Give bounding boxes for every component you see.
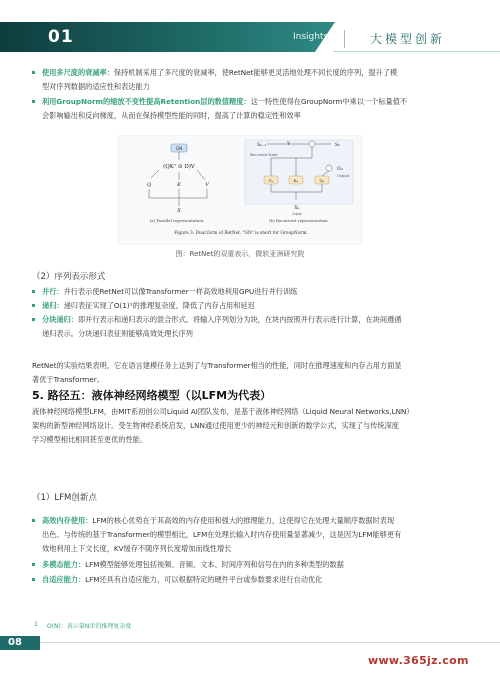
kn-label: Kₙ bbox=[293, 178, 299, 183]
footnote-text: O(N)：表示第N步的推理复杂度 bbox=[47, 623, 132, 630]
gn-label: GN bbox=[175, 147, 183, 152]
subsection-heading: （2）序列表示形式 bbox=[32, 272, 106, 282]
mult-node bbox=[326, 165, 332, 171]
retnet-figure bbox=[118, 135, 362, 245]
header-divider bbox=[344, 30, 345, 48]
page-number: 08 bbox=[8, 637, 22, 648]
bullet-text-cont: 效地利用上下文长度，KV缓存不随序列长度增加而线性增长 bbox=[42, 544, 232, 553]
bullet-highlight: 利用GroupNorm的缩放不变性提高Retention层的数值精度： bbox=[42, 97, 251, 106]
bullet-text: 递归表征实现了O(1)¹的推理复杂度，降低了内存占用和延迟 bbox=[63, 301, 255, 310]
bullet-highlight: 高效内存使用： bbox=[42, 516, 93, 525]
bullet-body bbox=[42, 514, 474, 556]
bullet-highlight: 分块递归： bbox=[42, 315, 78, 324]
bullet-body bbox=[42, 558, 474, 572]
bullet-body bbox=[42, 299, 474, 313]
arrow bbox=[197, 170, 205, 180]
recurrent-box bbox=[245, 140, 353, 204]
retnet-diagram bbox=[119, 136, 363, 246]
xn-label: Xₙ bbox=[294, 206, 300, 211]
page-header bbox=[0, 0, 500, 58]
header-rule bbox=[333, 51, 500, 52]
watermark: www.365jz.com bbox=[368, 654, 469, 667]
bullet-text: 即并行表示和递归表示的混合形式，将输入序列划分为块，在块内按照并行表示进行计算，在块间遵循 bbox=[77, 315, 402, 324]
bullet-icon bbox=[32, 100, 35, 103]
bullet-icon bbox=[32, 578, 35, 581]
bullet-body bbox=[42, 285, 474, 299]
formula: (QKᵀ ⊙ D)V bbox=[163, 164, 195, 170]
bullet-text: 保持机制采用了多尺度的衰减率，使RetNet能够更灵活地处理不同长度的序列，提升了模 bbox=[113, 68, 398, 77]
paragraph-line: 著优于Transformer。 bbox=[32, 375, 104, 384]
v-label: V bbox=[205, 182, 209, 188]
bullet-highlight: 并行： bbox=[42, 287, 64, 296]
caption-b: (b) Recurrent representation. bbox=[268, 218, 330, 223]
footnote-number: 1 bbox=[34, 621, 38, 628]
bullet-text-cont: 会影响输出和反向梯度，从而在保持模型性能的同时，提高了计算的稳定性和效率 bbox=[42, 111, 301, 120]
bullet-text-cont: 型对序列数据的适应性和表达能力 bbox=[42, 82, 150, 91]
paragraph-line: 架构的新型神经网络设计。受生物神经系统启发，LNN通过使用更少的神经元和创新的数学公式，实现了与传统深度 bbox=[32, 421, 399, 430]
paragraph-line: 液体神经网络模型LFM，由MIT系初创公司Liquid AI团队发布，是基于液体神经网络（Liquid Neural Networks,LNN） bbox=[32, 407, 414, 416]
bullet-text-cont: 递归表示。分块递归表征则能够高效处理长序列 bbox=[42, 329, 193, 338]
sum-node bbox=[309, 141, 315, 147]
bullet-body bbox=[42, 313, 474, 341]
figure-caption: 图：RetNet的双重表示，微软亚洲研究院 bbox=[175, 250, 305, 258]
x-label: X bbox=[177, 208, 181, 214]
vn-label: Vₙ bbox=[268, 178, 274, 183]
s-n-label: Sₙ bbox=[335, 143, 341, 148]
bullet-text: LFM模型能够处理包括视频、音频、文本、时间序列和信号在内的多种类型的数据 bbox=[85, 560, 344, 569]
bullet-text: LFM还具有自适应能力，可以根据特定的硬件平台或参数要求进行自动优化 bbox=[85, 575, 323, 584]
bullet-highlight: 自适应能力： bbox=[42, 575, 86, 584]
paragraph bbox=[32, 359, 472, 387]
output-label: Output bbox=[337, 174, 350, 178]
bullet-icon bbox=[32, 71, 35, 74]
recurrent-state-label: Recurrent State bbox=[250, 153, 278, 157]
bullet-text-cont: 出色。与传统的基于Transformer的模型相比，LFM在处理长输入时内存使用量显著减少，这是因为LFM能够更有 bbox=[42, 530, 402, 539]
header-title: 大模型创新 bbox=[370, 32, 446, 46]
bullet-icon bbox=[32, 563, 35, 566]
bullet-icon bbox=[32, 318, 35, 321]
k-label: K bbox=[177, 182, 181, 188]
figure-title: Figure 3: Dual form of RetNet. "GN" is short for GroupNorm. bbox=[174, 231, 308, 236]
bullet-highlight: 递归： bbox=[42, 301, 64, 310]
o-n-label: Oₙ bbox=[337, 167, 343, 172]
bullet-body bbox=[42, 573, 474, 587]
bullet-text: 这一特性使得在GroupNorm中乘以一个标量值不 bbox=[250, 97, 408, 106]
caption-a: (a) Parallel representation. bbox=[149, 218, 205, 223]
section-heading: 5. 路径五：液体神经网络模型（以LFM为代表） bbox=[32, 389, 272, 402]
bullet-highlight: 多模态能力： bbox=[42, 560, 86, 569]
input-label: Input bbox=[292, 212, 302, 216]
paragraph-line: 学习模型相比相同甚至更优的性能。 bbox=[32, 435, 148, 444]
s-prev-label: Sₙ₋₁ bbox=[257, 143, 267, 148]
arrow bbox=[151, 170, 159, 178]
bullet-icon bbox=[32, 519, 35, 522]
paragraph bbox=[32, 405, 472, 447]
bullet-highlight: 使用多尺度的衰减率： bbox=[42, 68, 114, 77]
gamma-label: γ bbox=[287, 141, 290, 146]
bullet-icon bbox=[32, 304, 35, 307]
bullet-body bbox=[42, 95, 474, 123]
paragraph-line: RetNet的实验结果表明，它在语言建模任务上达到了与Transformer相当的性能，同时在推理速度和内存占用方面显 bbox=[32, 361, 402, 370]
q-label: Q bbox=[146, 182, 152, 188]
bullet-text: LFM的核心优势在于其高效的内存使用和强大的推理能力，这使得它在处理大量顺序数据时表现 bbox=[92, 516, 395, 525]
chapter-number: 01 bbox=[48, 27, 74, 47]
bullet-text: 并行表示使RetNet可以像Transformer一样高效地利用GPU进行并行训练 bbox=[63, 287, 298, 296]
bullet-icon bbox=[32, 290, 35, 293]
footer-rule bbox=[40, 642, 500, 643]
bullet-body bbox=[42, 66, 474, 94]
subsection-heading: （1）LFM创新点 bbox=[32, 493, 97, 503]
header-tag: Insights bbox=[293, 32, 329, 42]
qn-label: Qₙ bbox=[319, 178, 325, 183]
